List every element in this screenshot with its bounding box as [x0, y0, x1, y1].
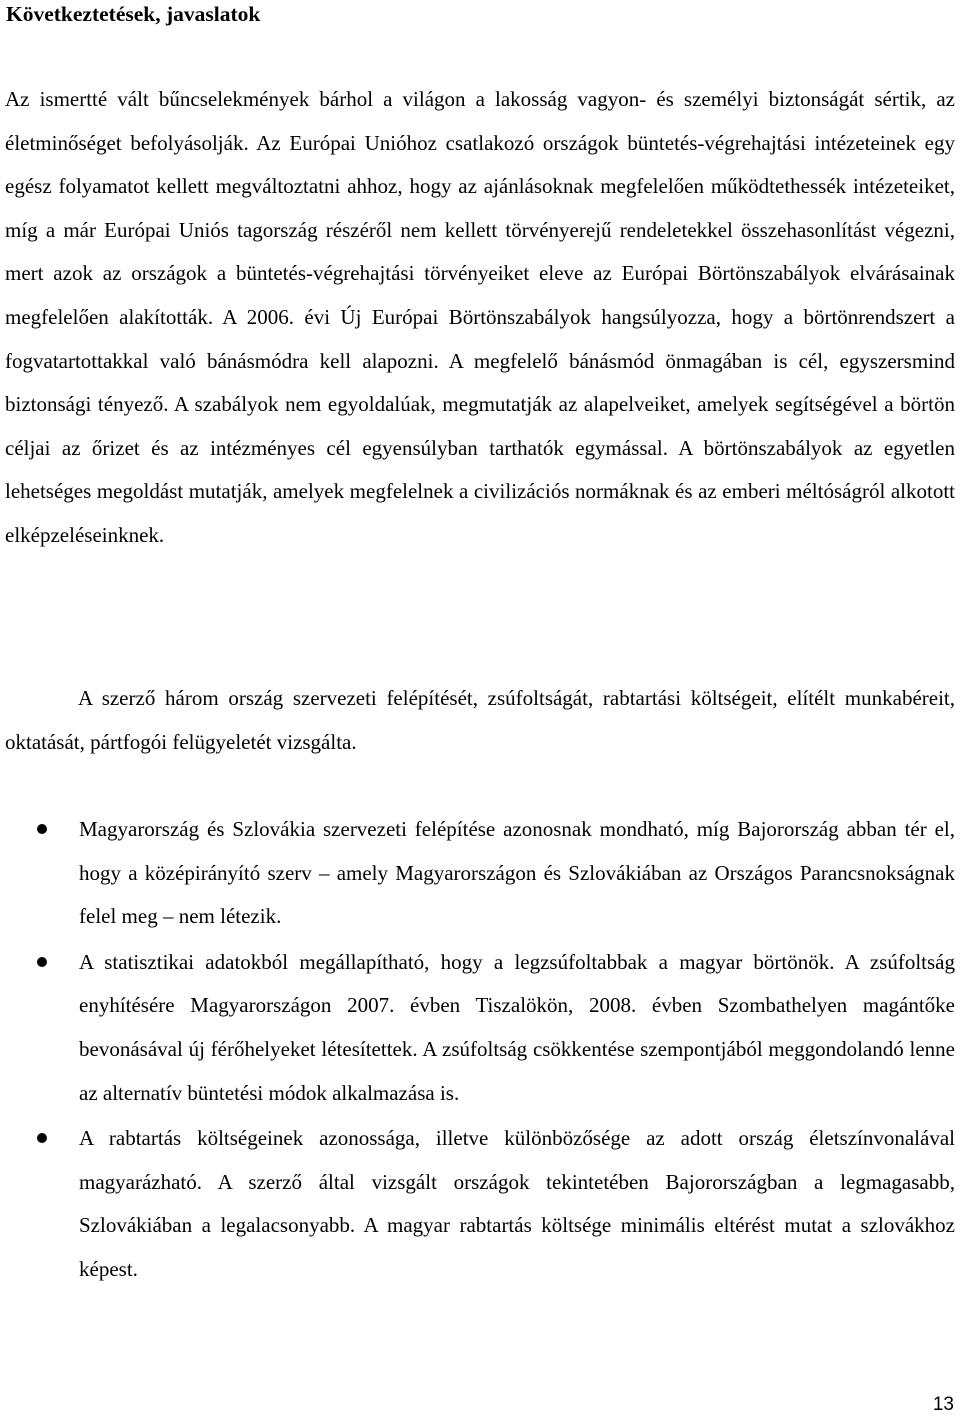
paragraph-conclusions: Az ismertté vált bűncselekmények bárhol a világon a lakosság vagyon- és személyi biztonságát sértik, az életminőséget befolyásolják. Az Európai Unióhoz csatlakozó országok büntetés-végrehajtási intézeteinek egy egész folyamatot kellett megváltoztatni ahhoz, hogy az ajánlásoknak megfelelően működtethessék intézeteiket, míg a már Európai Uniós tagország részéről nem kellett törvényerejű rendeletekkel összehasonlítást végezni, mert azok az országok a büntetés-végrehajtási törvényeiket eleve az Európai Börtönszabályok elvárásainak megfelelően alakították. A 2006. évi Új Európai Börtönszabályok hangsúlyozza, hogy a börtönrendszert a fogvatartottakkal való bánásmódra kell alapozni. A megfelelő bánásmód önmagában is cél, egyszersmind biztonsági tényező. A szabályok nem egyoldalúak, megmutatják az alapelveiket, amelyek segítségével a börtön céljai az őrizet és az intézményes cél egyensúlyban tarthatók egymással. A börtönszabályok az egyetlen lehetséges megoldást mutatják, amelyek megfelelnek a civilizációs normáknak és az emberi méltóságról alkotott elképzeléseinknek. [5, 87, 955, 547]
list-item [0, 1117, 955, 1291]
bullet-icon [37, 824, 47, 834]
list-item-text: A statisztikai adatokból megállapítható, hogy a legzsúfoltabbak a magyar börtönök. A zsúfoltság enyhítésére Magyarországon 2007. évben Tiszalökön, 2008. évben Szombathelyen magántőke bevonásával új férőhelyeket létesítettek. A zsúfoltság csökkentése szempontjából meggondolandó lenne az alternatív büntetési módok alkalmazása is. [79, 949, 955, 1105]
findings-list [0, 808, 960, 1294]
bullet-icon [37, 957, 47, 967]
page-number: 13 [932, 1394, 954, 1415]
list-item [0, 941, 955, 1115]
paragraph-summary: A szerző három ország szervezeti felépítését, zsúfoltságát, rabtartási költségeit, elítélt munkabéreit, oktatását, pártfogói felügyeletét vizsgálta. [5, 686, 955, 754]
bullet-icon [37, 1133, 47, 1143]
section-heading: Következtetések, javaslatok [6, 2, 261, 26]
list-item-text: Magyarország és Szlovákia szervezeti felépítése azonosnak mondható, míg Bajorország abban tér el, hogy a középirányító szerv – amely Magyarországon és Szlovákiában az Országos Parancsnokságnak felel meg – nem létezik. [79, 817, 955, 929]
list-item [0, 808, 955, 939]
list-item-text: A rabtartás költségeinek azonossága, illetve különbözősége az adott ország életszínvonalával magyarázható. A szerző által vizsgált országok tekintetében Bajorországban a legmagasabb, Szlovákiában a legalacsonyabb. A magyar rabtartás költsége minimális eltérést mutat a szlovákhoz képest. [79, 1126, 955, 1281]
